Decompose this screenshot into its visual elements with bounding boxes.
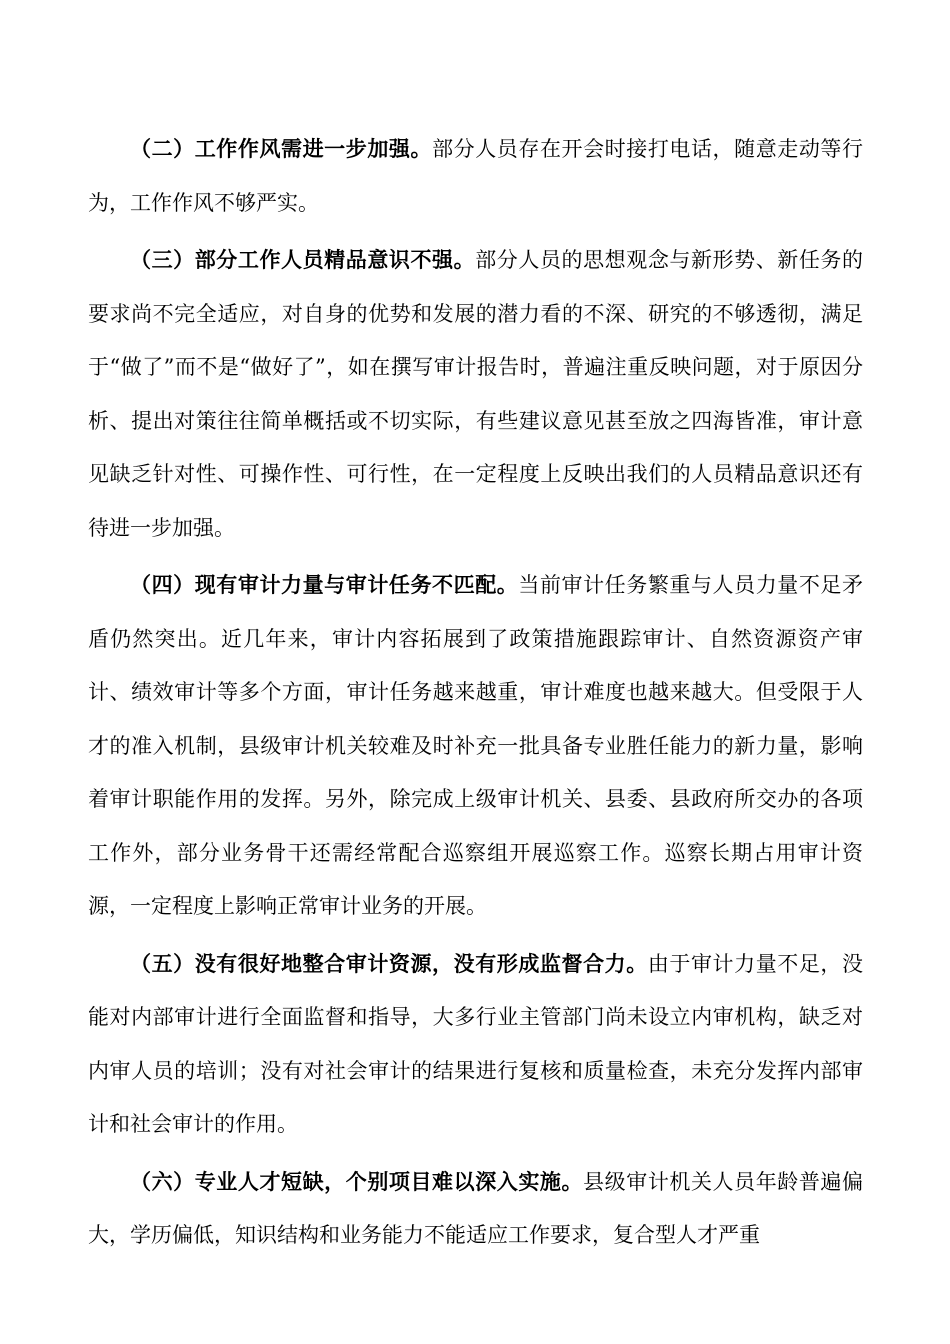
section-heading-2: （二）工作作风需进一步加强。 <box>130 137 433 161</box>
section-text-3: 部分人员的思想观念与新形势、新任务的要求尚不完全适应，对自身的优势和发展的潜力看的不深、研究的不够透彻，满足于“做了”而不是“做好了”，如在撰写审计报告时，普遍注重反映问题，对于原因分析、提出对策往往简单概括或不切实际，有些建议意见甚至放之四海皆准，审计意见缺乏针对性、可操作性、可行性，在一定程度上反映出我们的人员精品意识还有待进一步加强。 <box>88 248 864 540</box>
document-body <box>88 123 863 1267</box>
section-text-2: 部分人员存在开会时接打电话，随意走动等行为，工作作风不够严实。 <box>88 137 864 215</box>
section-text-4: 当前审计任务繁重与人员力量不足矛盾仍然突出。近几年来，审计内容拓展到了政策措施跟踪审计、自然资源资产审计、绩效审计等多个方面，审计任务越来越重，审计难度也越来越大。但受限于人才的准入机制，县级审计机关较难及时补充一批具备专业胜任能力的新力量，影响着审计职能作用的发挥。另外，除完成上级审计机关、县委、县政府所交办的各项工作外，部分业务骨干还需经常配合巡察组开展巡察工作。巡察长期占用审计资源，一定程度上影响正常审计业务的开展。 <box>88 573 864 918</box>
paragraph-talent-shortage <box>88 1156 863 1263</box>
section-heading-3: （三）部分工作人员精品意识不强。 <box>130 248 476 272</box>
section-heading-6: （六）专业人才短缺，个别项目难以深入实施。 <box>130 1169 584 1194</box>
section-heading-5: （五）没有很好地整合审计资源，没有形成监督合力。 <box>130 951 648 976</box>
paragraph-resource-integration <box>88 938 863 1152</box>
paragraph-quality-awareness <box>88 234 863 555</box>
paragraph-work-style <box>88 123 863 230</box>
section-text-6: 县级审计机关人员年龄普遍偏大，学历偏低，知识结构和业务能力不能适应工作要求，复合型人才严重 <box>88 1169 864 1247</box>
paragraph-staffing-mismatch <box>88 559 863 934</box>
section-heading-4: （四）现有审计力量与审计任务不匹配。 <box>130 573 519 597</box>
section-text-5: 由于审计力量不足，没能对内部审计进行全面监督和指导，大多行业主管部门尚未设立内审机构，缺乏对内审人员的培训；没有对社会审计的结果进行复核和质量检查，未充分发挥内部审计和社会审计的作用。 <box>88 951 864 1136</box>
